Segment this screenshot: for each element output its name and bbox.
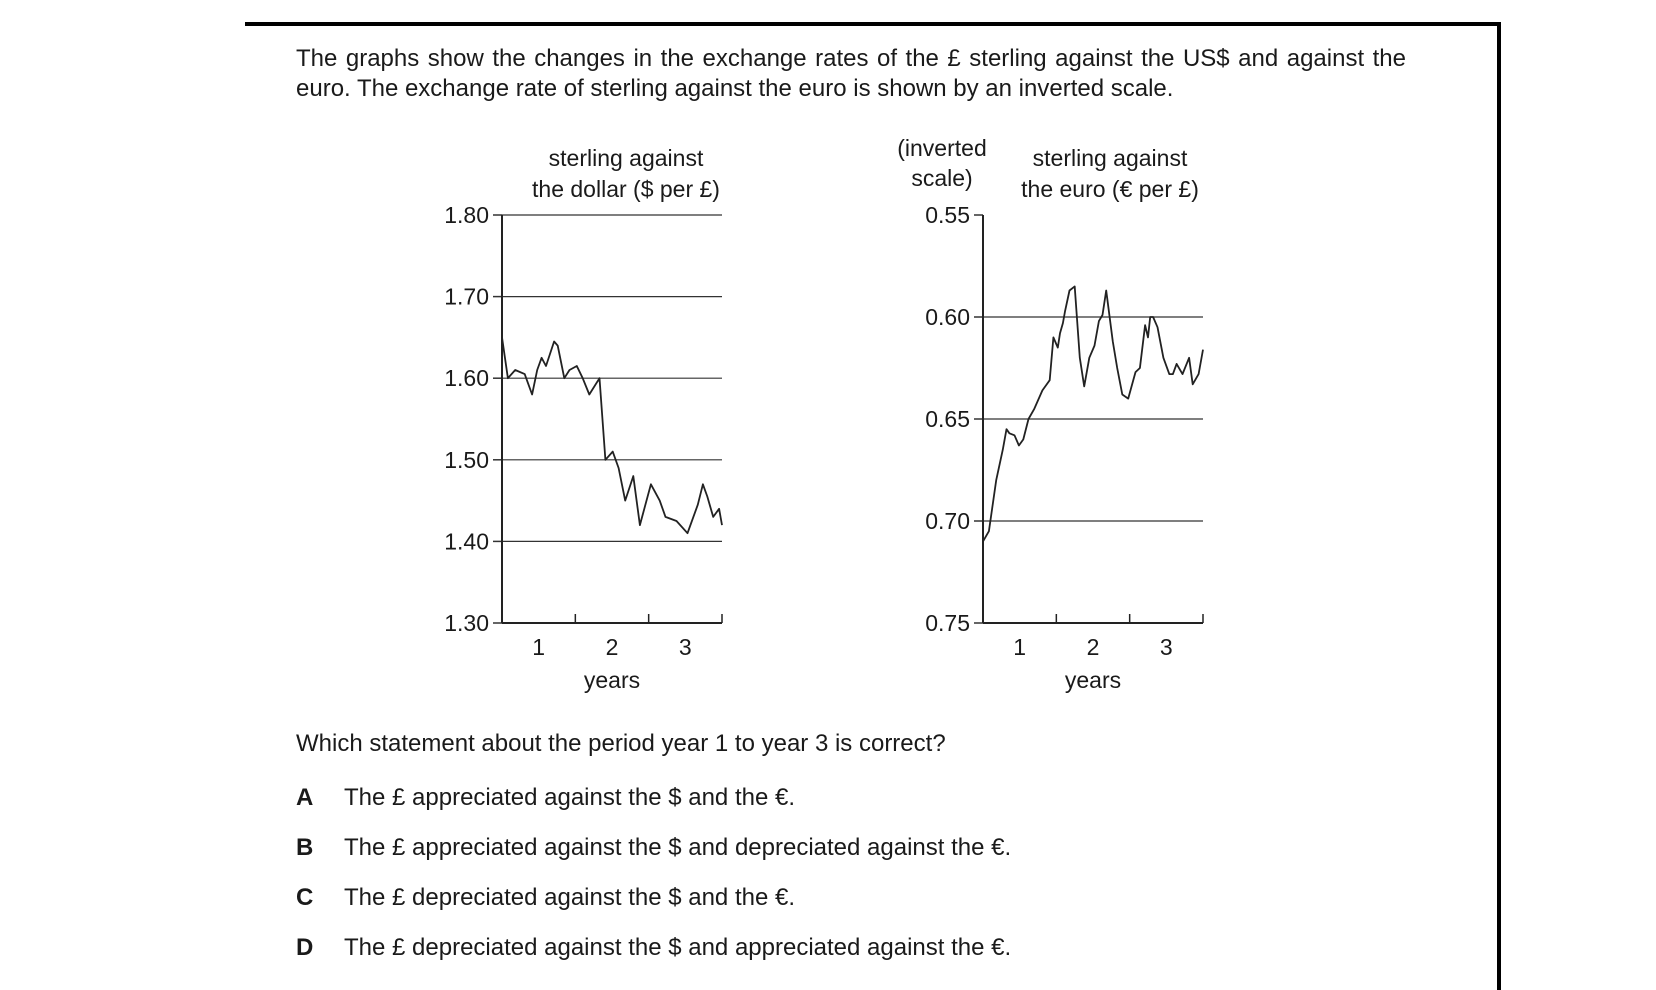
option-d-letter: D (296, 934, 314, 961)
option-a-letter: A (296, 784, 314, 811)
euro-x-tick-label: 1 (1013, 634, 1027, 660)
dollar-title-line: sterling against (548, 145, 704, 171)
intro-text: The graphs show the changes in the exchange rates of the £ sterling against the US$ and against the euro. The exchange rate of sterling against the euro is shown by an inverted scale. (296, 45, 1406, 102)
euro-y-tick-label: 0.55 (925, 202, 970, 228)
dollar-y-tick-label: 1.80 (444, 202, 489, 228)
dollar-y-tick-label: 1.70 (444, 283, 489, 310)
dollar-x-axis-label: years (583, 667, 641, 693)
option-c-letter: C (296, 884, 314, 911)
euro-y-tick-label: 0.60 (925, 304, 970, 330)
euro-scale-note: (inverted (897, 135, 987, 161)
euro-scale-note: scale) (911, 165, 973, 191)
option-b-letter: B (296, 834, 314, 861)
dollar-x-tick-label: 2 (605, 634, 619, 660)
euro-y-tick-label: 0.65 (925, 406, 970, 432)
option-b-text: The £ appreciated against the $ and depreciated against the €. (344, 834, 1012, 861)
euro-series-line (983, 286, 1203, 541)
dollar-x-tick-label: 1 (532, 634, 546, 660)
euro-title-line: the euro (€ per £) (1021, 176, 1199, 202)
dollar-y-tick-label: 1.30 (444, 610, 489, 636)
question-text: Which statement about the period year 1 to year 3 is correct? (296, 730, 946, 757)
option-a-text: The £ appreciated against the $ and the €. (344, 784, 795, 811)
euro-y-tick-label: 0.70 (925, 508, 970, 534)
dollar-y-tick-label: 1.50 (444, 446, 489, 473)
dollar-series-line (502, 337, 722, 533)
option-d-text: The £ depreciated against the $ and appreciated against the €. (344, 934, 1012, 961)
euro-x-tick-label: 2 (1086, 634, 1100, 660)
euro-title-line: sterling against (1032, 145, 1188, 171)
dollar-y-tick-label: 1.40 (444, 528, 489, 555)
dollar-y-tick-label: 1.60 (444, 365, 489, 392)
dollar-x-tick-label: 3 (678, 634, 692, 660)
euro-x-tick-label: 3 (1159, 634, 1173, 660)
dollar-title-line: the dollar ($ per £) (532, 176, 720, 202)
euro-x-axis-label: years (1064, 667, 1122, 693)
option-c-text: The £ depreciated against the $ and the €. (344, 884, 795, 911)
euro-y-tick-label: 0.75 (925, 610, 970, 636)
